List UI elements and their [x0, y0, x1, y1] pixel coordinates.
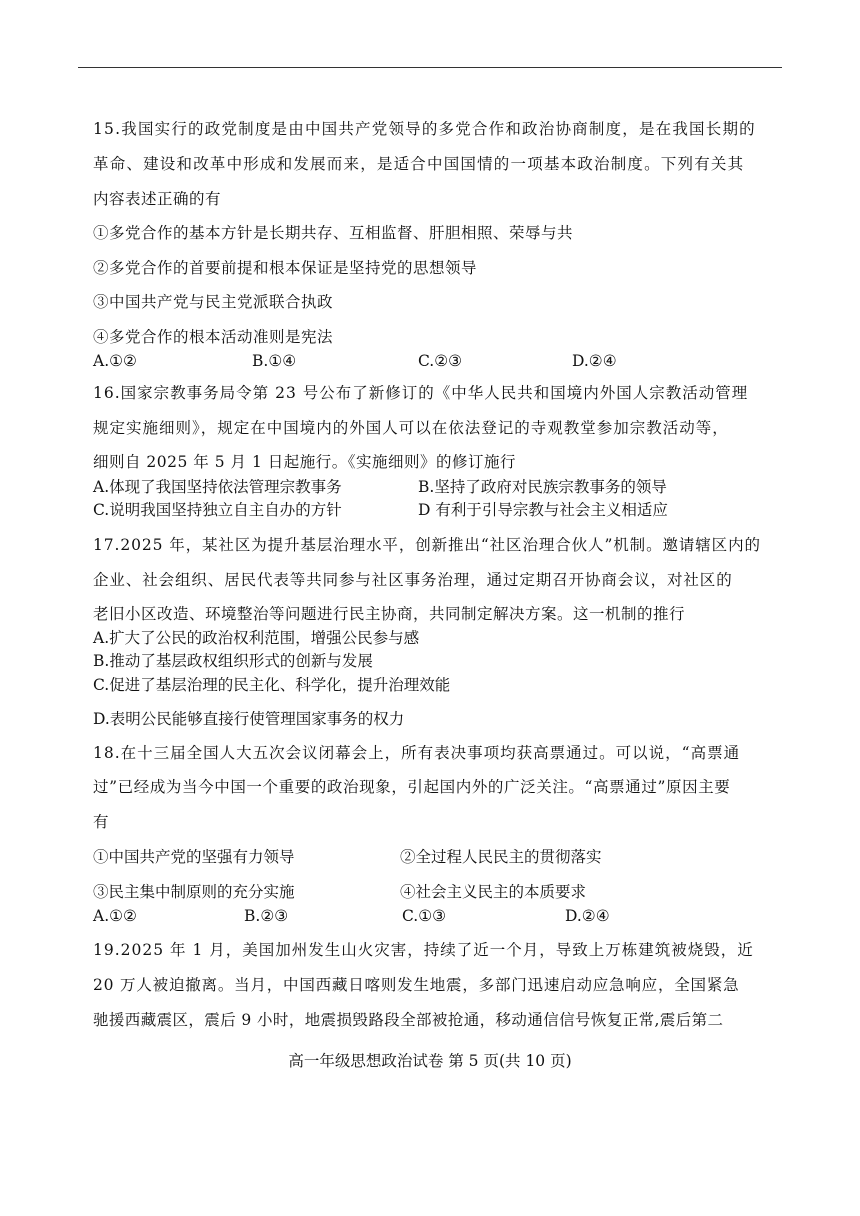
q19-stem-line-2: 20 万人被迫撤离。当月，中国西藏日喀则发生地震，多部门迅速启动应急响应，全国紧急 [93, 976, 740, 994]
q18-item-3: ③民主集中制原则的充分实施 [93, 883, 295, 901]
q19-stem-line-3: 驰援西藏震区，震后 9 小时，地震损毁路段全部被抢通，移动通信信号恢复正常,震后第二 [93, 1011, 724, 1029]
q16-stem-line-3: 细则自 2025 年 5 月 1 日起施行。《实施细则》的修订施行 [93, 453, 516, 471]
q18-option-c: C.①③ [402, 907, 447, 925]
q17-option-a: A.扩大了公民的政治权利范围，增强公民参与感 [93, 629, 420, 647]
q18-item-4: ④社会主义民主的本质要求 [400, 883, 587, 901]
q18-option-d: D.②④ [565, 907, 610, 925]
header-rule [78, 67, 782, 68]
q15-item-3: ③中国共产党与民主党派联合执政 [93, 293, 334, 311]
q18-item-1: ①中国共产党的坚强有力领导 [93, 848, 295, 866]
q15-option-d: D.②④ [572, 352, 617, 370]
q18-stem-line-1: 18.在十三届全国人大五次会议闭幕会上，所有表决事项均获高票通过。可以说，“高票通 [93, 744, 741, 762]
q18-item-2: ②全过程人民民主的贯彻落实 [400, 848, 602, 866]
page-footer: 高一年级思想政治试卷 第 5 页(共 10 页) [288, 1052, 572, 1070]
q17-option-d: D.表明公民能够直接行使管理国家事务的权力 [93, 710, 405, 728]
q16-stem-line-2: 规定实施细则》，规定在中国境内的外国人可以在依法登记的寺观教堂参加宗教活动等， [93, 419, 729, 437]
q16-stem-line-1: 16.国家宗教事务局令第 23 号公布了新修订的《中华人民共和国境内外国人宗教活动管理 [93, 384, 749, 402]
q16-option-b: B.坚持了政府对民族宗教事务的领导 [418, 478, 667, 496]
q15-stem-line-2: 革命、建设和改革中形成和发展而来，是适合中国国情的一项基本政治制度。下列有关其 [93, 155, 745, 173]
q15-stem-line-1: 15.我国实行的政党制度是由中国共产党领导的多党合作和政治协商制度，是在我国长期的 [93, 120, 756, 138]
q15-option-c: C.②③ [418, 352, 463, 370]
q18-stem-line-2: 过”已经成为当今中国一个重要的政治现象，引起国内外的广泛关注。“高票通过”原因主要 [93, 778, 731, 796]
q16-option-a: A.体现了我国坚持依法管理宗教事务 [93, 478, 342, 496]
q16-option-c: C.说明我国坚持独立自主自办的方针 [93, 501, 342, 519]
q17-option-c: C.促进了基层治理的民主化、科学化，提升治理效能 [93, 676, 451, 694]
q17-option-b: B.推动了基层政权组织形式的创新与发展 [93, 652, 373, 670]
q15-stem-line-3: 内容表述正确的有 [93, 190, 222, 208]
q18-option-a: A.①② [93, 907, 137, 925]
q15-item-4: ④多党合作的根本活动准则是宪法 [93, 328, 334, 346]
q17-stem-line-2: 企业、社会组织、居民代表等共同参与社区事务治理，通过定期召开协商会议，对社区的 [93, 571, 733, 589]
q15-item-2: ②多党合作的首要前提和根本保证是坚持党的思想领导 [93, 259, 478, 277]
q15-option-a: A.①② [93, 352, 137, 370]
q16-option-d: D 有利于引导宗教与社会主义相适应 [418, 501, 668, 519]
q17-stem-line-1: 17.2025 年，某社区为提升基层治理水平，创新推出“社区治理合伙人”机制。邀请辖区内的 [93, 536, 761, 554]
q15-option-b: B.①④ [252, 352, 297, 370]
q18-option-b: B.②③ [244, 907, 289, 925]
q18-stem-line-3: 有 [93, 813, 110, 831]
q19-stem-line-1: 19.2025 年 1 月，美国加州发生山火灾害，持续了近一个月，导致上万栋建筑被烧毁，近 [93, 941, 754, 959]
q15-item-1: ①多党合作的基本方针是长期共存、互相监督、肝胆相照、荣辱与共 [93, 224, 574, 242]
q17-stem-line-3: 老旧小区改造、环境整治等问题进行民主协商，共同制定解决方案。这一机制的推行 [93, 605, 686, 623]
